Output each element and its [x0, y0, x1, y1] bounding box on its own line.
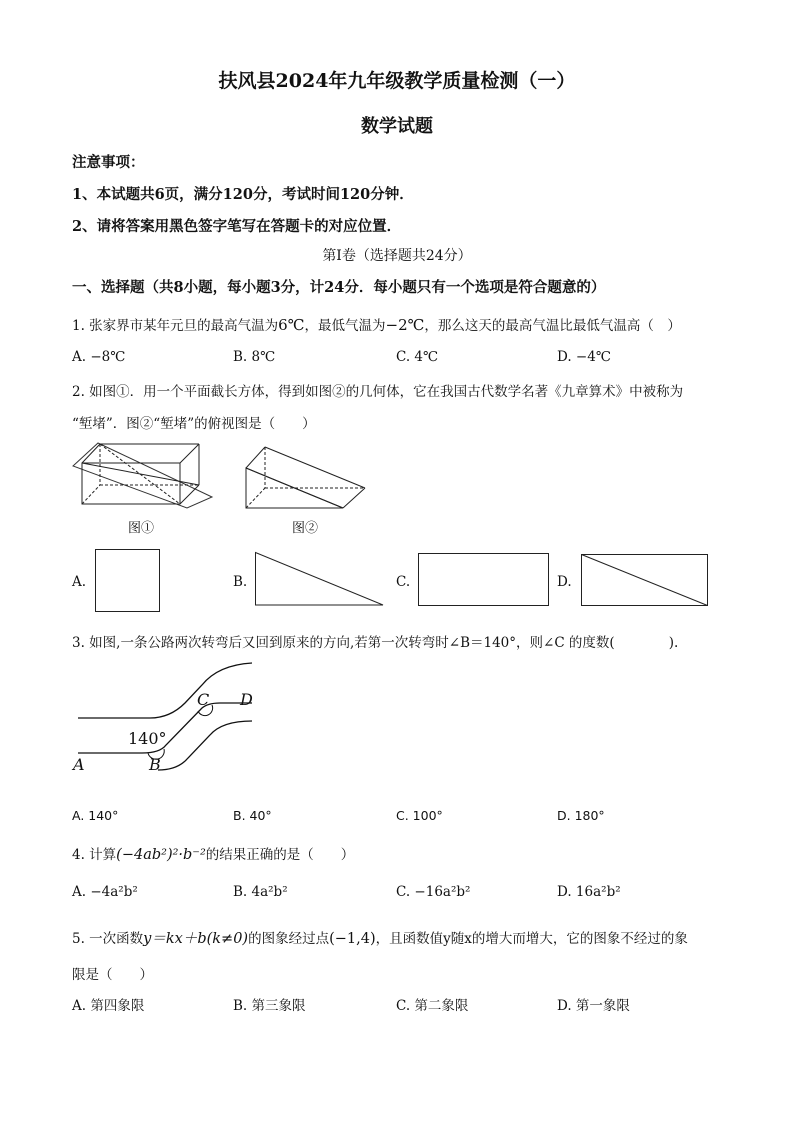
q4-option-d[interactable]: D. 16a²b²	[557, 884, 621, 900]
q5-function: y＝kx＋b(k≠0)	[143, 931, 249, 947]
q4-option-b[interactable]: B. 4a²b²	[233, 884, 288, 900]
q1-low-temp: −2℃	[385, 316, 425, 334]
q2-option-d-letter[interactable]: D.	[557, 574, 572, 590]
q4-option-a[interactable]: A. −4a²b²	[72, 884, 138, 900]
volume-heading: 第Ⅰ卷（选择题共24分）	[322, 248, 472, 264]
q1-stem-a: 1. 张家界市某年元旦的最高气温为	[72, 318, 279, 334]
q2-figure-2-label: 图②	[292, 521, 319, 536]
q1-stem-b: ，最低气温为	[304, 318, 386, 334]
q2-option-b-triangle[interactable]	[255, 552, 385, 606]
q5-option-c[interactable]: C. 第二象限	[396, 998, 469, 1014]
q5-option-b[interactable]: B. 第三象限	[233, 998, 306, 1014]
q2-option-a-square[interactable]	[95, 549, 161, 613]
q4-stem-suffix: 的结果正确的是（ ）	[205, 847, 355, 863]
q1-stem	[72, 314, 681, 334]
q2-option-a-letter[interactable]: A.	[72, 574, 87, 590]
q5-stem-line1	[72, 927, 688, 948]
q5-option-a[interactable]: A. 第四象限	[72, 998, 145, 1014]
q1-option-a[interactable]: A. −8℃	[72, 349, 126, 365]
section-heading: 一、选择题（共8小题，每小题3分，计24分．每小题只有一个选项是符合题意的）	[72, 279, 606, 296]
q3-point-c: C	[197, 690, 210, 709]
q2-option-c-letter[interactable]: C.	[396, 574, 411, 590]
q3-option-b[interactable]: B. 40°	[233, 808, 272, 823]
q5-stem-c: ，且函数值y随x的增大而增大，它的图象不经过的象	[375, 931, 688, 947]
notes-heading: 注意事项：	[72, 154, 145, 171]
q3-option-d[interactable]: D. 180°	[557, 808, 605, 823]
q2-option-d-rect-diagonal[interactable]	[581, 554, 709, 607]
exam-subtitle: 数学试题	[361, 116, 433, 137]
q4-option-c[interactable]: C. −16a²b²	[396, 884, 471, 900]
q3-option-a[interactable]: A. 140°	[72, 808, 119, 823]
q1-high-temp: 6℃	[278, 316, 305, 334]
note-item-2: 2、请将答案用黑色签字笔写在答题卡的对应位置．	[72, 218, 402, 235]
exam-title: 扶风县2024年九年级教学质量检测（一）	[218, 70, 576, 92]
q5-stem-a: 5. 一次函数	[72, 931, 144, 947]
q4-stem	[72, 843, 354, 863]
note-item-1: 1、本试题共6页，满分120分，考试时间120分钟．	[72, 186, 414, 203]
q3-road-figure	[70, 655, 270, 775]
q1-option-b[interactable]: B. 8℃	[233, 349, 276, 365]
q2-stem-line1: 2. 如图①．用一个平面截长方体，得到如图②的几何体，它在我国古代数学名著《九章算术》中被称为	[72, 384, 684, 400]
q3-stem: 3. 如图,一条公路两次转弯后又回到原来的方向,若第一次转弯时∠B＝140°，则∠C 的度数( ).	[72, 635, 679, 651]
q2-figure-1-label: 图①	[128, 521, 155, 536]
q5-option-d[interactable]: D. 第一象限	[557, 998, 630, 1014]
q1-option-d[interactable]: D. −4℃	[557, 349, 611, 365]
q2-figure-1	[70, 440, 220, 515]
q3-option-c[interactable]: C. 100°	[396, 808, 443, 823]
q3-point-d: D	[240, 690, 253, 709]
q2-option-b-letter[interactable]: B.	[233, 574, 248, 590]
q2-stem-line2: “堑堵”．图②“堑堵”的俯视图是（ ）	[72, 416, 316, 432]
q3-point-a: A	[73, 755, 85, 774]
q4-stem-prefix: 4. 计算	[72, 847, 117, 863]
q2-option-c-rectangle[interactable]	[418, 553, 550, 607]
q2-figure-2	[243, 444, 373, 514]
q5-stem-line2: 限是（ ）	[72, 967, 153, 983]
q5-stem-b: 的图象经过点	[248, 931, 330, 947]
q1-stem-c: ，那么这天的最高气温比最低气温高（ ）	[424, 318, 681, 334]
q3-angle-label: 140°	[128, 729, 167, 748]
q5-point: (−1,4)	[329, 931, 376, 947]
q3-point-b: B	[149, 755, 161, 774]
q4-expression: (−4ab²)²·b⁻²	[116, 847, 206, 863]
q1-option-c[interactable]: C. 4℃	[396, 349, 439, 365]
